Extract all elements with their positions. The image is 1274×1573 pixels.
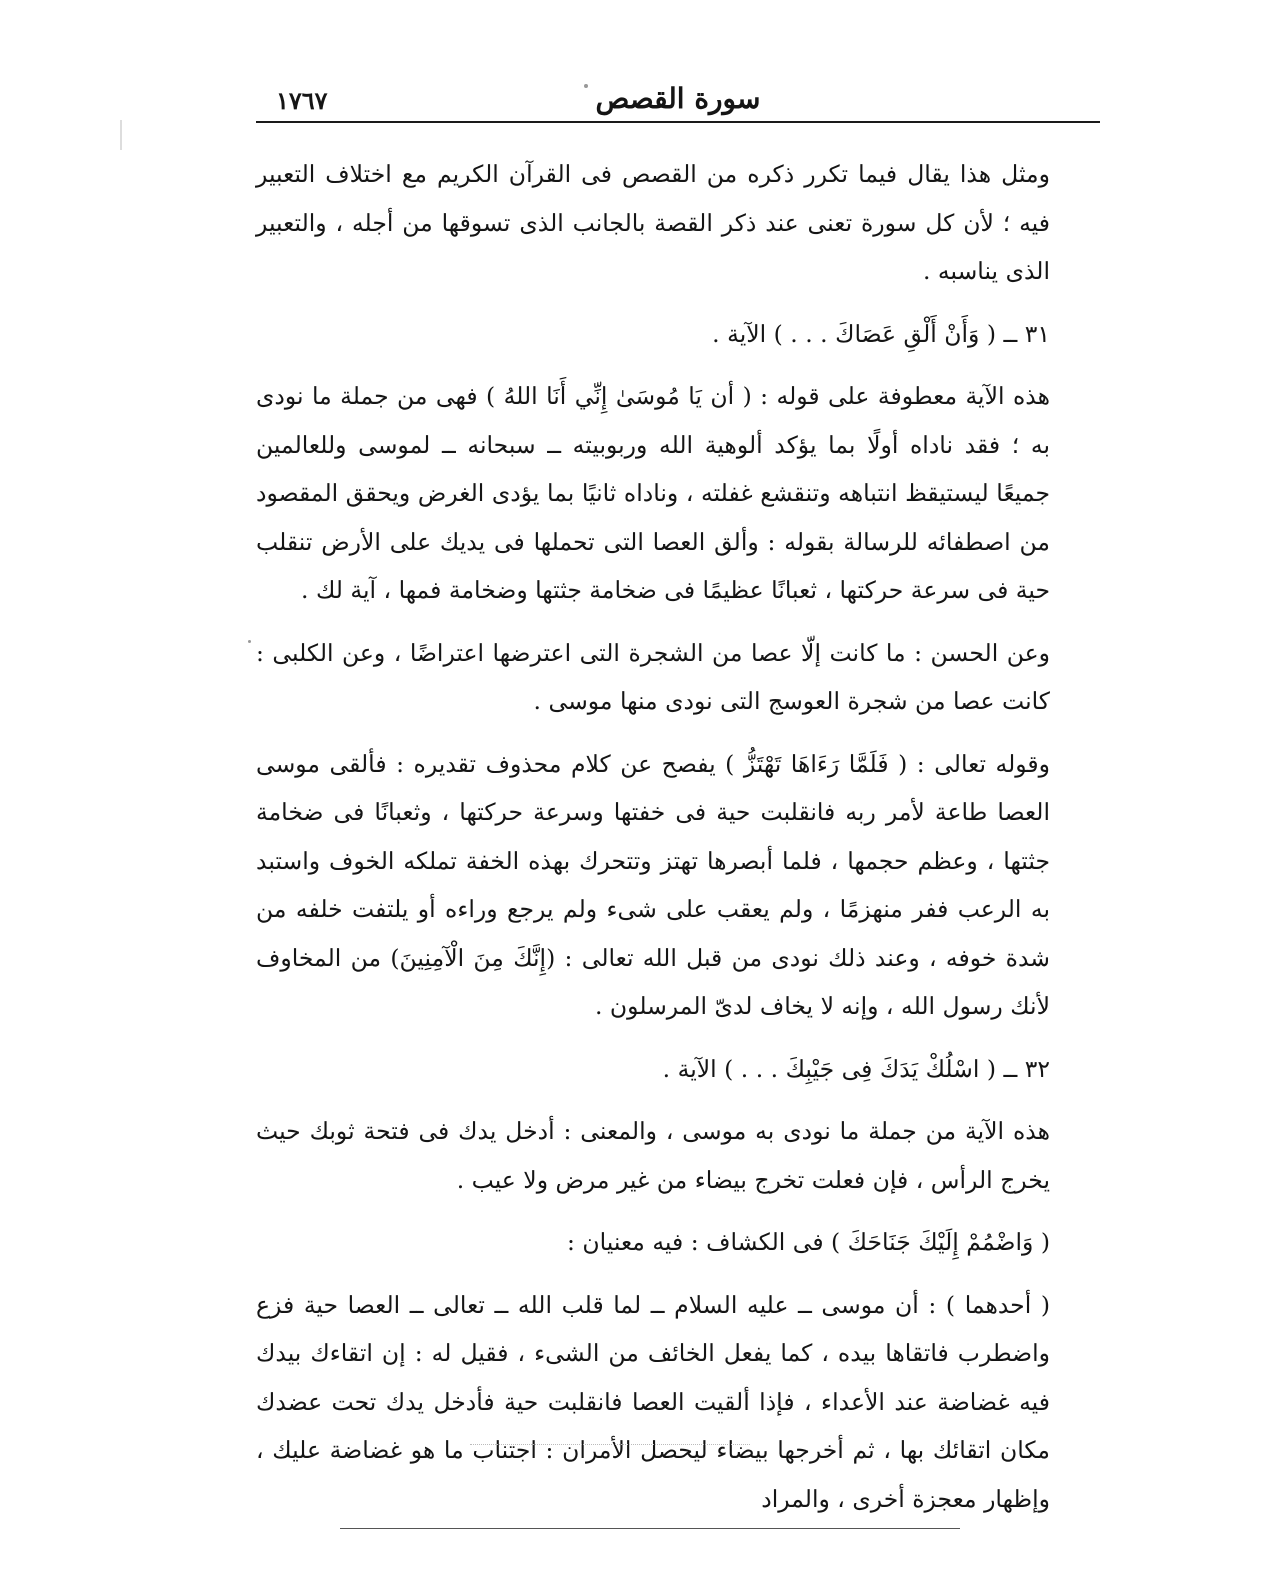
- running-title: سورة القصص: [595, 82, 761, 115]
- scan-speck: [584, 84, 588, 88]
- scan-speck: [248, 640, 251, 643]
- page-number: ١٧٦٧: [276, 86, 328, 115]
- paragraph: هذه الآية معطوفة على قوله : ( أن يَا مُوسَىٰ إِنِّي أَنَا اللهُ ) فهى من جملة ما نودى به ؛ فقد ناداه أولًا بما يؤكد ألوهية الله وربوبيته ــ سبحانه ــ لموسى وللعالمين جميعًا ليستيقظ انتباهه وتنقشع غفلته ، وناداه ثانيًا بما يؤدى الغرض ويحقق المقصود من اصطفائه للرسالة بقوله : وألق العصا التى تحملها فى يديك على الأرض تنقلب حية فى سرعة حركتها ، ثعبانًا عظيمًا فى ضخامة جثتها وضخامة فمها ، آية لك .: [256, 382, 1050, 604]
- paragraph: هذه الآية من جملة ما نودى به موسى ، والمعنى : أدخل يدك فى فتحة ثوبك حيث يخرج الرأس ، فإن فعلت تخرج بيضاء من غير مرض ولا عيب .: [256, 1117, 1050, 1194]
- paragraph: وقوله تعالى : ( فَلَمَّا رَءَاهَا تَهْتَزُّ ) يفصح عن كلام محذوف تقديره : فألقى موسى العصا طاعة لأمر ربه فانقلبت حية فى خفتها وسرعة حركتها ، وثعبانًا فى ضخامة جثتها ، وعظم حجمها ، فلما أبصرها تهتز وتتحرك بهذه الخفة تملكه الخوف واستبد به الرعب ففر منهزمًا ، ولم يعقب على شىء ولم يرجع وراءه أو يلتفت خلفه من شدة خوفه ، وعند ذلك نودى من قبل الله تعالى : (إِنَّكَ مِنَ الْآمِنِينَ) من المخاوف لأنك رسول الله ، وإنه لا يخاف لدىّ المرسلون .: [256, 749, 1050, 1020]
- scan-speck: [120, 120, 122, 150]
- page-body: [256, 150, 1100, 1523]
- paragraph: ( أحدهما ) : أن موسى ــ عليه السلام ــ لما قلب الله ــ تعالى ــ العصا حية فزع واضطرب فاتقاها بيده ، كما يفعل الخائف من الشىء ، فقيل له : إن اتقاءك بيدك فيه غضاضة عند الأعداء ، فإذا ألقيت العصا فانقلبت حية فأدخل يدك تحت عضدك مكان اتقائك بها ، ثم أخرجها بيضاء ليحصل الأمران : اجتناب ما هو غضاضة عليك ، وإظهار معجزة أخرى ، والمراد: [256, 1290, 1050, 1513]
- paragraph: وعن الحسن : ما كانت إلّا عصا من الشجرة التى اعترضها اعتراضًا ، وعن الكلبى : كانت عصا من شجرة العوسج التى نودى منها موسى .: [256, 638, 1050, 715]
- paragraph: ( وَاضْمُمْ إِلَيْكَ جَنَاحَكَ ) فى الكشاف : فيه معنيان :: [566, 1228, 1050, 1256]
- verse-heading-32: ٣٢ ــ ( اسْلُكْ يَدَكَ فِى جَيْبِكَ . . . ) الآية .: [662, 1054, 1050, 1083]
- verse-heading-31: ٣١ ــ ( وَأَنْ أَلْقِ عَصَاكَ . . . ) الآية .: [712, 319, 1050, 348]
- paragraph: ومثل هذا يقال فيما تكرر ذكره من القصص فى القرآن الكريم مع اختلاف التعبير فيه ؛ لأن كل سورة تعنى عند ذكر القصة بالجانب الذى تسوقها من أجله ، والتعبير الذى يناسبه .: [256, 160, 1050, 285]
- page-header: [256, 78, 1100, 120]
- footer-rule: [340, 1528, 960, 1529]
- header-rule: [256, 121, 1100, 123]
- scan-artifact-line: [470, 1444, 750, 1445]
